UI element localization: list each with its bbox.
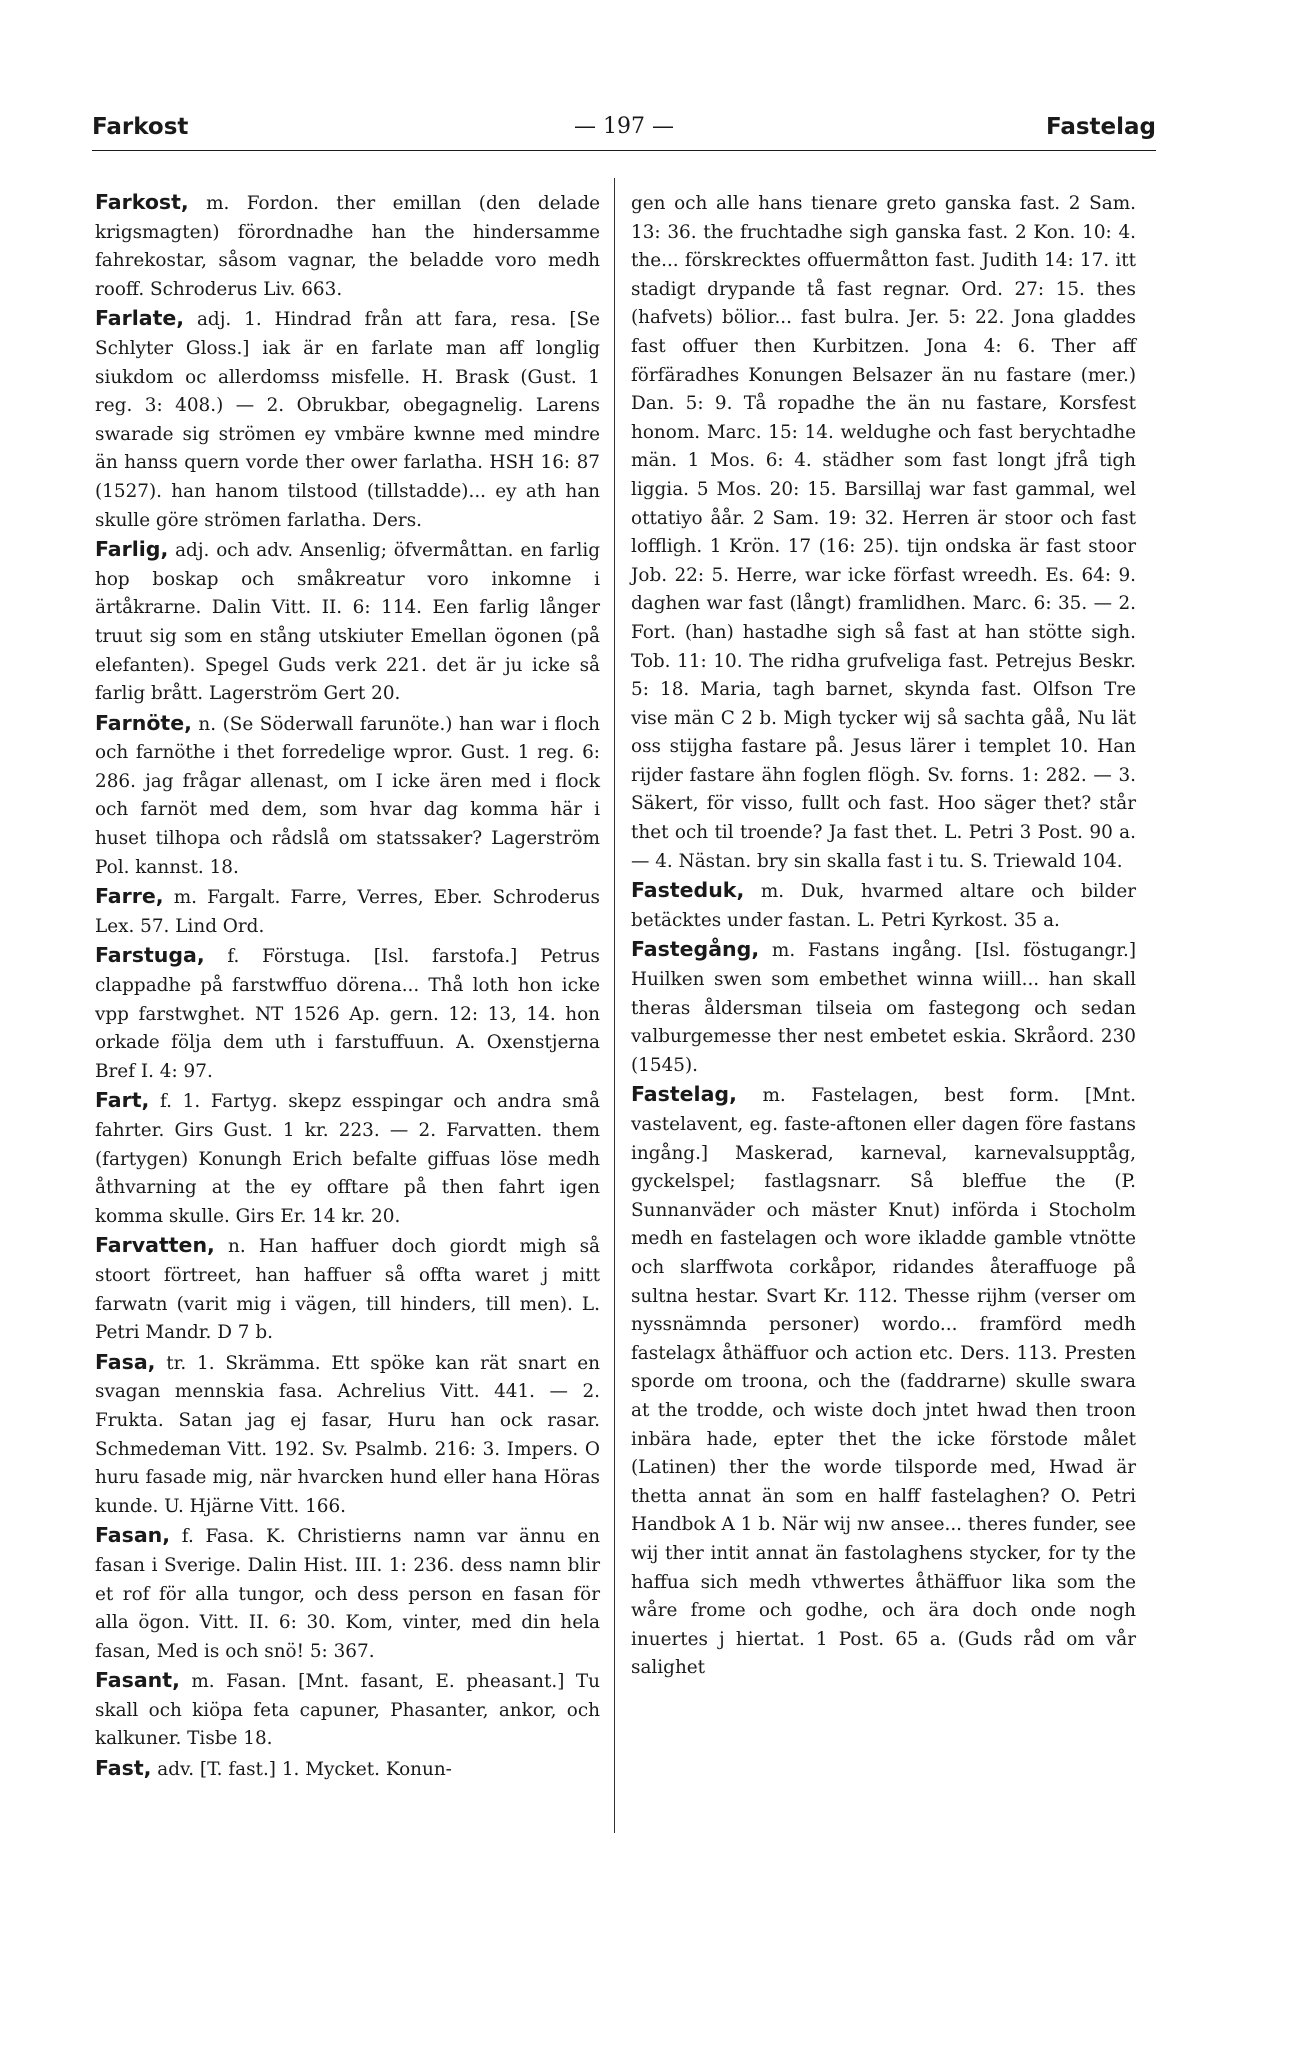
headword: Farstuga, xyxy=(95,943,205,968)
entry-fart xyxy=(95,1086,600,1231)
entry-text: f. Fasa. K. Christierns namn var ännu en fasan i Sverige. Dalin Hist. III. 1: 236. dess namn blir et rof för alla tungor, och dess person en fasan för alla ögon. Vitt. II. 6: 30. Kom, vinter, med din hela fasan, Med is och snö! 5: 367. xyxy=(95,1526,600,1662)
entry-text: n. Han haffuer doch giordt migh så stoort förtreet, han haffuer så offta waret j mitt farwatn (varit mig i vägen, till hinders, till men). L. Petri Mandr. D 7 b. xyxy=(95,1236,600,1344)
entry-text: m. Fordon. ther emillan (den delade krigsmagten) förordnadhe han the hindersamme fahrekostar, såsom vagnar, the beladde voro medh rooff. Schroderus Liv. 663. xyxy=(95,193,600,300)
entry-farlig xyxy=(95,535,600,709)
entry-text: f. Förstuga. [Isl. farstofa.] Petrus clappadhe på farstwffuo dörena... Thå loth hon icke vpp farstwghet. NT 1526 Ap. gern. 12: 13, 14. hon orkade följa dem uth i farstuffuun. A. Oxenstjerna Bref I. 4: 97. xyxy=(95,946,600,1082)
entry-text: gen och alle hans tienare greto ganska fast. 2 Sam. 13: 36. the fruchtadhe sigh ganska fast. 2 Kon. 10: 4. the... förskrecktes offuermåtton fast. Judith 14: 17. itt stadigt drypande tå fast regnar. Ord. 27: 15. thes (hafvets) bölior... fast bulra. Jer. 5: 22. Jona gladdes fast offuer then Kurbitzen. Jona 4: 6. Ther aff förfäradhes Konungen Belsazer än nu fastare (mer.) Dan. 5: 9. Tå ropadhe the än nu fastare, Korsfest honom. Marc. 15: 14. weldughe och fast berychtadhe män. 1 Mos. 6: 4. städher som fast longt jfrå tigh liggia. 5 Mos. 20: 15. Barsillaj war fast gammal, wel ottatiyo åår. 2 Sam. 19: 32. Herren är stoor och fast loffligh. 1 Krön. 17 (16: 25). tijn ondska är fast stoor Job. 22: 5. Herre, war icke förfast wreedh. Es. 64: 9. daghen war fast (långt) framlidhen. Marc. 6: 35. — 2. Fort. (han) hastadhe sigh så fast at han stötte sigh. Tob. 11: 10. The ridha grufveliga fast. Petrejus Beskr. 5: 18. Maria, tagh barnet, skynda fast. Olfson Tre vise män C 2 b. Migh tycker wij så sachta gåå, Nu lät oss stijgha fastare på. Jesus lärer i templet 10. Han rijder fastare ähn foglen flögh. Sv. forns. 1: 282. — 3. Säkert, för visso, fullt och fast. Hoo säger thet? står thet och til troende? Ja fast thet. L. Petri 3 Post. 90 a. — 4. Nästan. bry sin skalla fast i tu. S. Triewald 104. xyxy=(631,193,1136,872)
headword: Farlig, xyxy=(95,537,169,562)
entry-fasteduk xyxy=(631,876,1136,935)
entry-text: m. Duk, hvarmed altare och bilder betäcktes under fastan. L. Petri Kyrkost. 35 a. xyxy=(631,881,1136,931)
headword: Farnöte, xyxy=(95,710,192,735)
entry-farvatten xyxy=(95,1231,600,1347)
entry-text: adj. 1. Hindrad från att fara, resa. [Se Schlyter Gloss.] iak är en farlate man aff longlig siukdom oc allerdomss misfelle. H. Brask (Gust. 1 reg. 3: 408.) — 2. Obrukbar, obegagnelig. Larens swarade sig strömen ey vmbäre kwnne med mindre än hanss quern vorde ther ower farlatha. HSH 16: 87 (1527). han hanom tilstood (tillstadde)... ey ath han skulle göre strömen farlatha. Ders. xyxy=(95,309,600,531)
left-column xyxy=(95,188,600,1785)
entry-fastelag xyxy=(631,1080,1136,1682)
entry-fasa xyxy=(95,1348,600,1522)
entry-fastegang xyxy=(631,935,1136,1080)
running-header xyxy=(92,114,1156,151)
headword: Fast, xyxy=(95,1756,152,1781)
headword: Fasant, xyxy=(95,1668,180,1693)
headword: Farlate, xyxy=(95,306,185,331)
entry-text: m. Fastans ingång. [Isl. föstugangr.] Huilken swen som embethet winna wiill... han skall theras åldersman tilseia om fastegong och sedan valburgemesse ther nest embetet eskia. Skråord. 230 (1545). xyxy=(631,940,1136,1076)
entry-text: f. 1. Fartyg. skepz esspingar och andra små fahrter. Girs Gust. 1 kr. 223. — 2. Farvatten. them (fartygen) Konungh Erich befalte giffuas löse medh åthvarning at the ey offtare på then fahrt igen komma skulle. Girs Er. 14 kr. 20. xyxy=(95,1091,600,1227)
entry-text: tr. 1. Skrämma. Ett spöke kan rät snart en svagan mennskia fasa. Achrelius Vitt. 441. — 2. Frukta. Satan jag ej fasar, Huru han ock rasar. Schmedeman Vitt. 192. Sv. Psalmb. 216: 3. Impers. O huru fasade mig, när hvarcken hund eller hana Höras kunde. U. Hjärne Vitt. 166. xyxy=(95,1352,600,1517)
entry-fast-continued xyxy=(631,188,1136,876)
entry-text: n. (Se Söderwall farunöte.) han war i floch och farnöthe i thet forredelige wpror. Gust. 1 reg. 6: 286. jag frågar allenast, om I icke ären med i flock och farnöt med dem, som hvar dag komma här i huset tilhopa och rådslå om statssaker? Lagerström Pol. kannst. 18. xyxy=(95,713,600,878)
headword: Fasa, xyxy=(95,1349,156,1374)
headword: Fasan, xyxy=(95,1523,171,1548)
entry-text: adj. och adv. Ansenlig; öfvermåttan. en farlig hop boskap och småkreatur voro inkomne i ärtåkrarne. Dalin Vitt. II. 6: 114. Een farlig långer truut sig som en stång utskiuter Emellan ögonen (på elefanten). Spegel Guds verk 221. det är ju icke så farlig brått. Lagerström Gert 20. xyxy=(95,540,600,705)
page-number: — 197 — xyxy=(574,114,674,139)
entry-farkost xyxy=(95,188,600,304)
entry-fasant xyxy=(95,1666,600,1754)
entry-text: m. Fargalt. Farre, Verres, Eber. Schroderus Lex. 57. Lind Ord. xyxy=(95,887,600,937)
column-divider xyxy=(614,178,615,1833)
entry-farnote xyxy=(95,709,600,883)
headword: Fastegång, xyxy=(631,937,760,962)
headword: Farre, xyxy=(95,884,164,909)
entry-fast xyxy=(95,1754,600,1785)
entry-text: adv. [T. fast.] 1. Mycket. Konun- xyxy=(151,1759,452,1781)
entry-farstuga xyxy=(95,941,600,1086)
entry-farlate xyxy=(95,304,600,535)
entry-farre xyxy=(95,882,600,941)
header-first-word: Farkost xyxy=(92,114,189,140)
header-last-word: Fastelag xyxy=(1045,114,1156,140)
headword: Farkost, xyxy=(95,190,189,214)
headword: Farvatten, xyxy=(95,1233,215,1258)
headword: Fasteduk, xyxy=(631,878,745,903)
entry-fasan xyxy=(95,1521,600,1666)
entry-text: m. Fastelagen, best form. [Mnt. vastelavent, eg. faste-aftonen eller dagen före fastans ingång.] Maskerad, karneval, karnevalsupptåg, gyckelspel; fastlagsnarr. Så bleffue the (P. Sunnanväder och mäster Knut) införda i Stocholm medh en fastelagen och wore ikladde gamble vtnötte och slarffwota corkåpor, ridandes återaffuoge på sultna hestar. Svart Kr. 112. Thesse rijhm (verser om nyssnämnda personer) wordo... framförd medh fastelagx åthäffuor och action etc. Ders. 113. Presten sporde om troona, och the (faddrarne) skulle swara at the trodde, och wiste doch jntet hwad then troon inbära hade, epter thet the icke förstode målet (Latinen) ther the worde tilsporde med, Hwad är thetta annat än som en halff fastelaghen? O. Petri Handbok A 1 b. När wij nw ansee... theres funder, see wij ther intit annat än fastolaghens stycker, for ty the haffua sich medh vthwertes åthäffuor lika som the wåre frome och godhe, och ära doch onde nogh inuertes j hiertat. 1 Post. 65 a. (Guds råd om vår salighet xyxy=(631,1085,1136,1679)
headword: Fart, xyxy=(95,1088,150,1113)
entry-text: m. Fasan. [Mnt. fasant, E. pheasant.] Tu skall och kiöpa feta capuner, Phasanter, ankor, och kalkuner. Tisbe 18. xyxy=(95,1671,600,1750)
right-column xyxy=(631,188,1136,1683)
headword: Fastelag, xyxy=(631,1082,737,1107)
